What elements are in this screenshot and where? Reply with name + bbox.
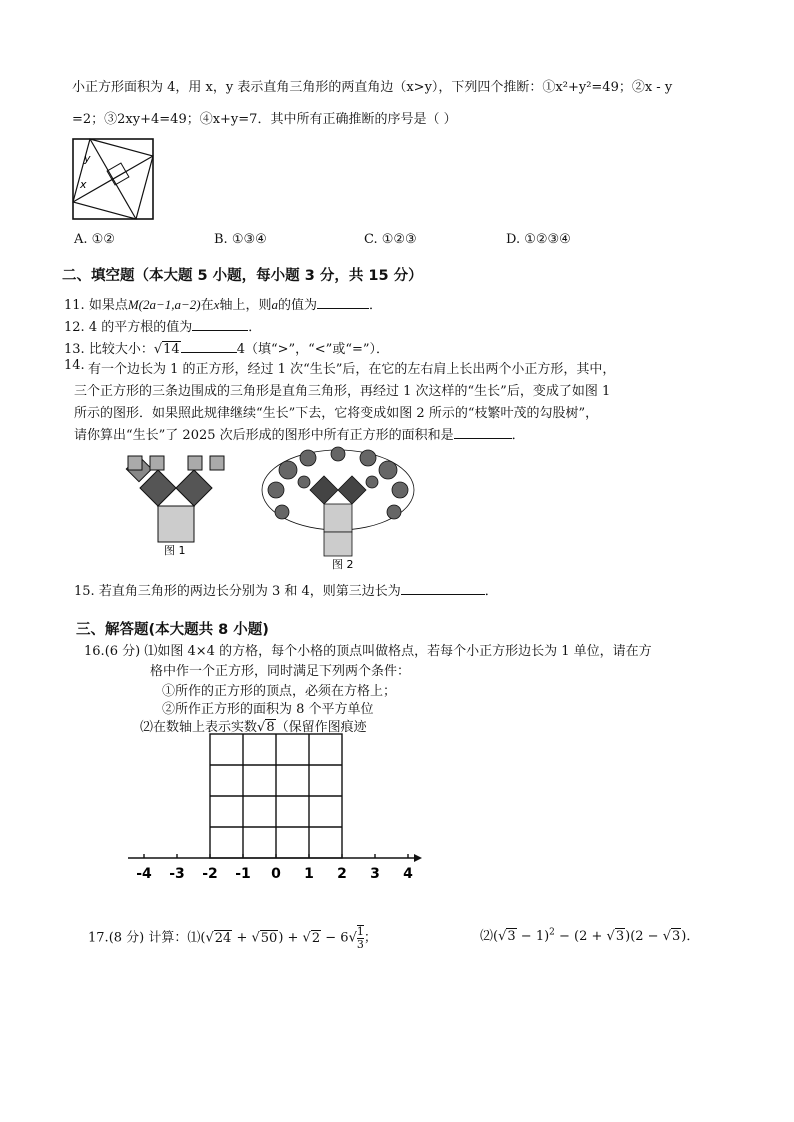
q14-line1: 有一个边长为 1 的正方形，经过 1 次“生长”后，在它的左右肩上长出两个小正方形，其中， [88,362,616,377]
q10-line1: 小正方形面积为 4，用 x，y 表示直角三角形的两直角边（x>y），下列四个推断：①x²+y²=49；②x - y [72,80,673,95]
q16-number: 16. [84,644,105,659]
q15-number: 15. [74,584,95,599]
q17-label: 计算： [148,930,188,946]
pythagoras-tree-figure-1 [124,452,234,558]
q11-answer-blank[interactable] [317,296,369,309]
q14-answer-blank[interactable] [454,426,512,439]
q10-option-a: A. ①② [74,232,115,247]
q13-radical: √14 [153,342,180,357]
q12-text: 4 的平方根的值为 [88,320,193,335]
q10-line2: =2；③2xy+4=49；④x+y=7．其中所有正确推断的序号是（ ） [72,112,457,127]
q13-rhs: 4（填“>”，“<”或“=”）． [236,342,390,357]
q10-option-d: D. ①②③④ [506,232,571,247]
q13-answer-blank[interactable] [181,340,237,353]
grid-4x4[interactable] [210,734,342,858]
q11-text-mid: 在 [200,298,214,313]
q16-part1-line1: ⑴如图 4×4 的方格，每个小格的顶点叫做格点，若每个小正方形边长为 1 单位，请在方 [144,644,652,659]
q17-part2: ⑵(√3 − 1)$^2$ − (2 + √3)(2 − √3)． [480,927,700,944]
label-x: x [80,178,87,191]
q14-line4-text: 请你算出“生长”了 2025 次后形成的图形中所有正方形的面积和是 [74,428,454,443]
q13-text: 比较大小： [88,342,154,357]
q17-p1-denominator: 3 [356,938,364,951]
q12-number: 12. [64,320,85,335]
number-line-tick-label: -3 [169,866,185,880]
q13-radicand: 14 [163,342,180,357]
q17-p2-radicand-3: 3 [671,929,681,944]
q16-header [84,640,652,659]
q14-line2: 三个正方形的三条边围成的三角形是直角三角形，再经过 1 次这样的“生长”后，变成了如图 1 [74,384,611,399]
q13 [64,338,389,357]
section-2-title: 二、填空题（本大题 5 小题，每小题 3 分，共 15 分） [62,268,423,284]
q11-text-mid2: 轴上，则 [219,298,272,313]
grid-and-number-line [124,730,424,880]
q16-radical: √8 [257,720,275,735]
q16-condition-1: ①所作的正方形的顶点，必须在方格上； [162,684,397,699]
q17-part1-prefix: ⑴ [187,930,201,946]
q12-end: ． [248,320,262,335]
q11 [64,294,382,313]
q17-p1-end: ； [363,930,377,946]
q17-number: 17. [88,930,109,946]
q11-number: 11. [64,298,85,313]
section-3-title: 三、解答题(本大题共 8 小题) [76,622,269,638]
q12-answer-blank[interactable] [192,318,248,331]
q17-p1-numerator: 1 [356,925,364,938]
q17-p2-radicand-1: 3 [507,929,516,944]
q15-end: ． [484,584,498,599]
q14-number: 14. [64,358,85,373]
q14-line4 [74,424,525,443]
q16-part2-after: （保留作图痕迹 [275,720,367,735]
q17-p1-radicand-1: 24 [214,930,232,946]
q10-option-b: B. ①③④ [214,232,267,247]
q17-p1-fraction [357,925,364,951]
number-line-tick-label: 0 [271,866,281,880]
number-line-tick-label: 3 [370,866,380,880]
q15-text: 若直角三角形的两边长分别为 3 和 4，则第三边长为 [98,584,401,599]
fig2-caption: 图 2 [332,558,354,570]
number-line-tick-label: 1 [304,866,314,880]
q10-square-figure [70,136,156,224]
label-y: y [84,152,91,165]
q17-p2-radicand-2: 3 [615,929,625,944]
q11-end: ． [368,298,382,313]
q11-text-end: 的值为 [277,298,317,313]
q14-end: ． [511,428,525,443]
q10-option-c: C. ①②③ [364,232,417,247]
number-line-tick-label: 4 [403,866,413,880]
q15-answer-blank[interactable] [401,582,485,595]
q11-var: a [271,297,278,312]
q17-part2-prefix: ⑵ [480,929,494,944]
q15 [74,580,498,599]
q17-p1-radicand-2: 50 [260,930,278,946]
q17-points: (8 分) [108,930,145,946]
q16-part2-before: ⑵在数轴上表示实数 [140,720,258,735]
fig1-caption: 图 1 [164,544,186,557]
number-line-tick-label: -2 [202,866,218,880]
q17-p1-radicand-3: 2 [311,930,321,946]
q14-line3: 所示的图形．如果照此规律继续“生长”下去，它将变成如图 2 所示的“枝繁叶茂的勾股树”， [74,406,599,421]
q16-condition-2: ②所作正方形的面积为 8 个平方单位 [162,702,374,717]
q17-part1: 17.(8 分) 计算：⑴(√24 + √50) + √2 − 6√ $\frac{1}{3}$ ； [88,925,377,951]
number-line-tick-label: -4 [136,866,152,880]
q16-part1-line2: 格中作一个正方形，同时满足下列两个条件： [150,664,411,679]
q11-axis: x [213,297,220,312]
q17-p2-end: ． [686,929,700,944]
q17-p1-coefficient: 6 [340,930,349,946]
q11-point: M(2a−1,a−2) [127,297,201,312]
pythagoras-tree-figure-2 [258,446,418,570]
q12 [64,316,261,335]
number-line-arrow [414,854,422,862]
q16-points: (6 分) [104,644,141,659]
number-line-tick-label: -1 [235,866,251,880]
q16-radicand: 8 [266,720,275,735]
number-line-tick-label: 2 [337,866,347,880]
q11-text-before: 如果点 [88,298,128,313]
q13-number: 13. [64,342,85,357]
